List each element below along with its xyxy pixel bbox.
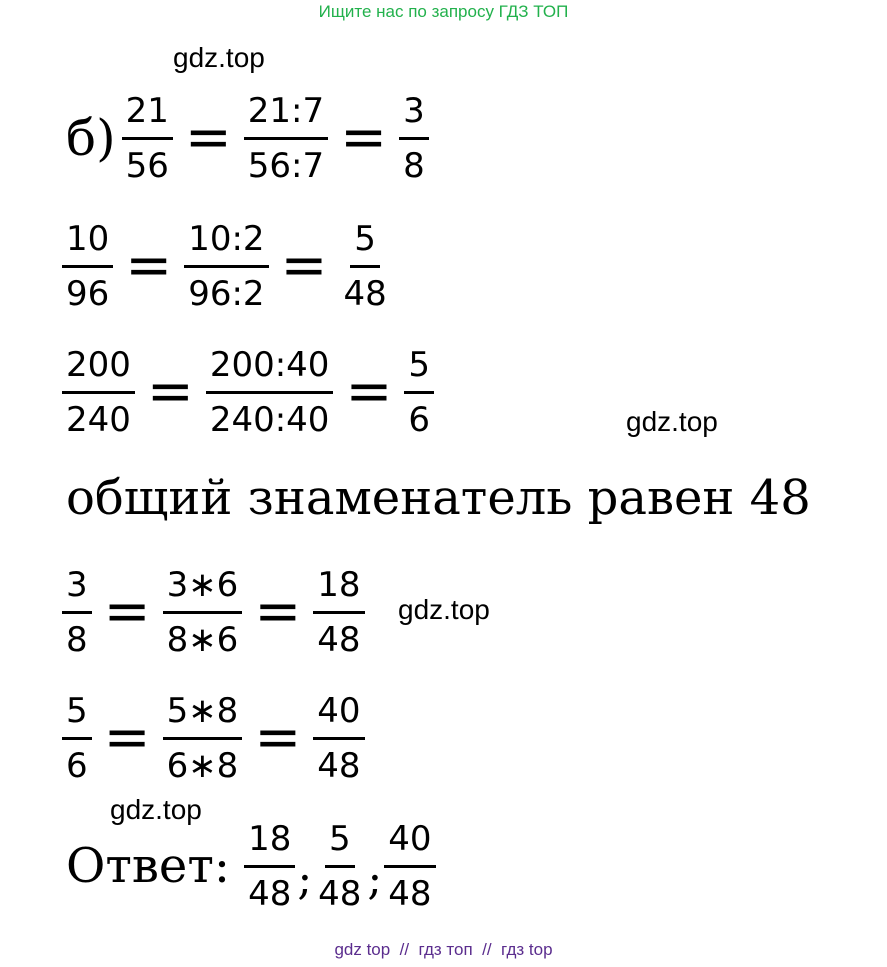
search-banner: Ищите нас по запросу ГДЗ ТОП (318, 2, 569, 21)
numerator: 5 (404, 346, 434, 394)
numerator: 40 (384, 820, 435, 868)
fraction (122, 91, 173, 186)
fraction (163, 565, 243, 660)
denominator: 8 (403, 146, 425, 186)
separator: ; (367, 854, 383, 905)
denominator: 240 (66, 400, 131, 440)
denominator: 48 (388, 874, 432, 914)
fraction (62, 691, 92, 786)
watermark: gdz.top (626, 406, 718, 437)
equation-line-2 (62, 219, 391, 314)
denominator: 48 (317, 746, 361, 786)
fraction (244, 819, 295, 914)
numerator: 40 (313, 692, 364, 740)
equals-sign: = (103, 704, 151, 770)
denominator: 56 (125, 146, 169, 186)
fraction (62, 565, 92, 660)
numerator: 21:7 (244, 92, 328, 140)
numerator: 3∗6 (163, 566, 243, 614)
denominator: 48 (317, 620, 361, 660)
denominator: 240:40 (209, 400, 330, 440)
denominator: 48 (318, 874, 362, 914)
denominator: 48 (248, 874, 292, 914)
numerator: 200 (62, 346, 135, 394)
numerator: 10 (62, 220, 113, 268)
fraction (62, 219, 113, 314)
equals-sign: = (254, 704, 302, 770)
equals-sign: = (146, 358, 194, 424)
equation-line-4 (62, 565, 365, 660)
denominator: 6∗8 (166, 746, 239, 786)
equals-sign: = (125, 232, 173, 298)
numerator: 3 (399, 92, 429, 140)
fraction (384, 819, 435, 914)
equals-sign: = (254, 578, 302, 644)
fraction (313, 565, 364, 660)
separator: ; (297, 854, 313, 905)
footer-links: gdz top // гдз топ // гдз top (334, 940, 553, 959)
fraction (62, 345, 135, 440)
denominator: 8∗6 (166, 620, 239, 660)
numerator: 5 (325, 820, 355, 868)
fraction (163, 691, 243, 786)
numerator: 5 (62, 692, 92, 740)
equation-line-3 (62, 345, 434, 440)
common-denominator-text: общий знаменатель равен 48 (66, 470, 811, 526)
equals-sign: = (184, 104, 232, 170)
fraction (313, 691, 364, 786)
denominator: 8 (66, 620, 88, 660)
denominator: 48 (343, 274, 387, 314)
numerator: 200:40 (206, 346, 334, 394)
denominator: 96:2 (188, 274, 265, 314)
fraction (206, 345, 334, 440)
numerator: 5∗8 (163, 692, 243, 740)
equals-sign: = (340, 104, 388, 170)
answer-line (66, 819, 436, 914)
watermark: gdz.top (173, 42, 265, 73)
equation-line-5 (62, 691, 365, 786)
fraction (244, 91, 328, 186)
denominator: 96 (66, 274, 110, 314)
equals-sign: = (103, 578, 151, 644)
fraction (184, 219, 268, 314)
numerator: 21 (122, 92, 173, 140)
watermark: gdz.top (110, 794, 202, 825)
fraction (399, 91, 429, 186)
numerator: 18 (244, 820, 295, 868)
fraction (404, 345, 434, 440)
fraction (339, 219, 390, 314)
numerator: 3 (62, 566, 92, 614)
numerator: 18 (313, 566, 364, 614)
equation-line-b (66, 91, 429, 186)
watermark: gdz.top (398, 594, 490, 625)
fraction (314, 819, 365, 914)
equals-sign: = (345, 358, 393, 424)
denominator: 6 (408, 400, 431, 440)
item-label: б) (66, 108, 116, 167)
denominator: 6 (66, 746, 88, 786)
equals-sign: = (280, 232, 328, 298)
numerator: 5 (350, 220, 380, 268)
numerator: 10:2 (184, 220, 268, 268)
answer-label: Ответ: (66, 837, 231, 894)
denominator: 56:7 (247, 146, 325, 186)
